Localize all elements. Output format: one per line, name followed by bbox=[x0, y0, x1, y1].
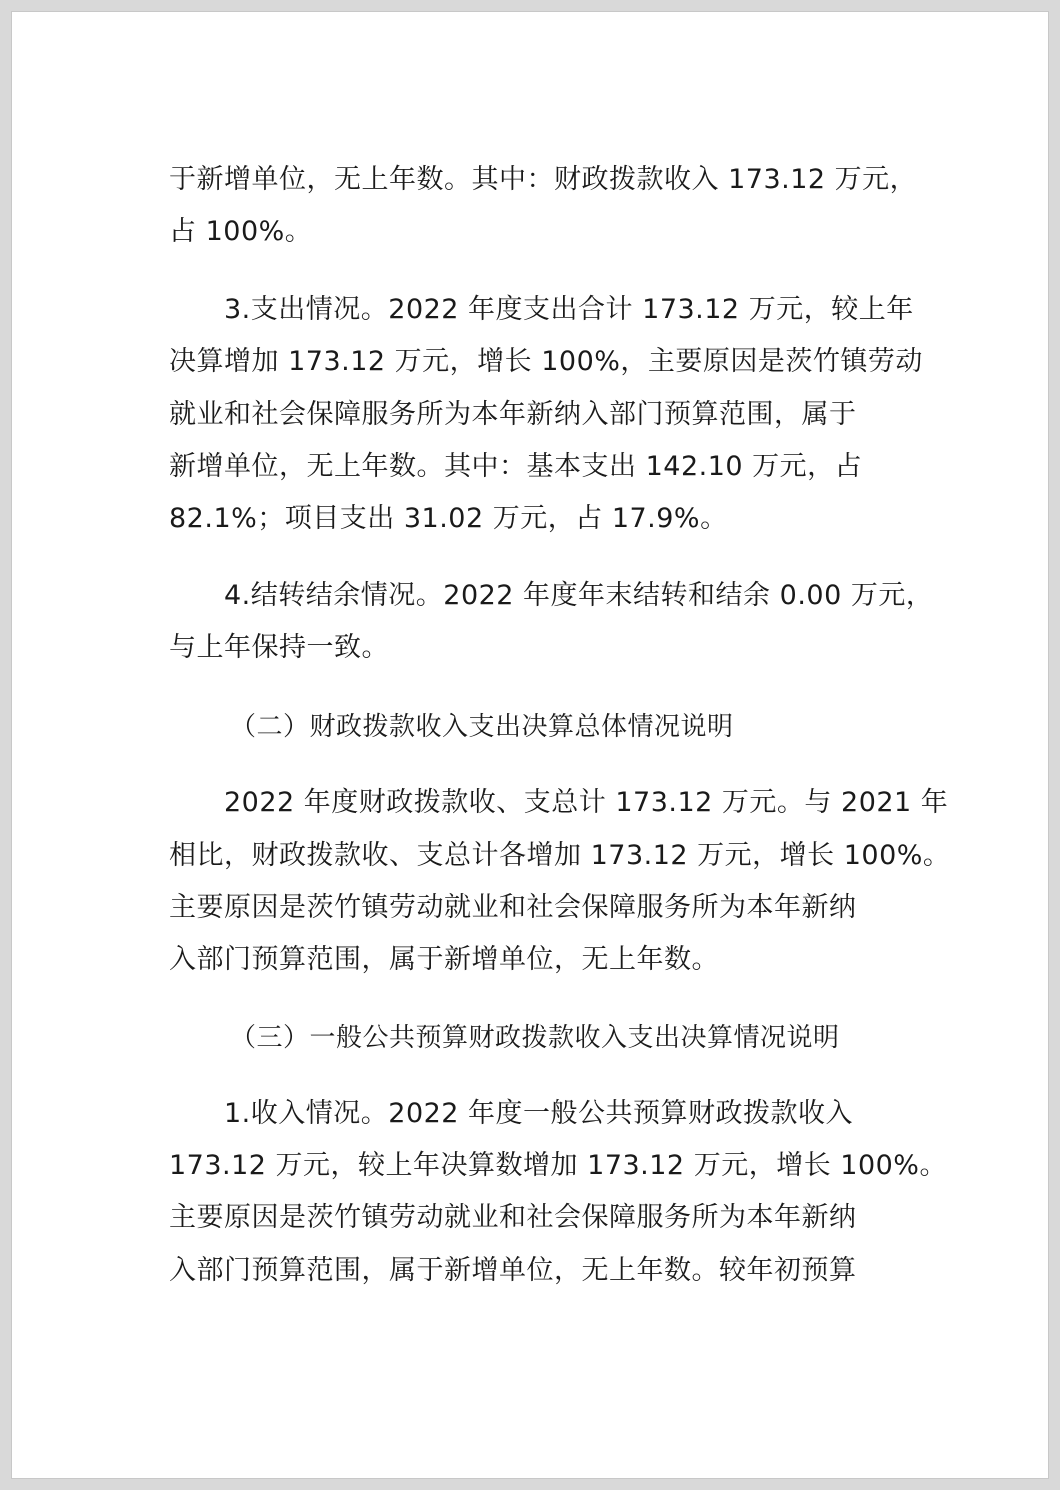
text-line: 与上年保持一致。 bbox=[169, 632, 389, 663]
text-line: 新增单位，无上年数。其中：基本支出 142.10 万元，占 bbox=[169, 451, 863, 482]
text-line: 占 100%。 bbox=[169, 216, 313, 247]
text-line: 主要原因是茨竹镇劳动就业和社会保障服务所为本年新纳 bbox=[169, 892, 857, 923]
section-heading-2: （二）财政拨款收入支出决算总体情况说明 bbox=[230, 712, 734, 742]
section-heading-3: （三）一般公共预算财政拨款收入支出决算情况说明 bbox=[230, 1023, 840, 1053]
text-line: 入部门预算范围，属于新增单位，无上年数。较年初预算 bbox=[169, 1255, 857, 1286]
text-line: 82.1%；项目支出 31.02 万元，占 17.9%。 bbox=[169, 503, 728, 534]
text-line: 决算增加 173.12 万元，增长 100%，主要原因是茨竹镇劳动 bbox=[169, 346, 923, 377]
text-line: 主要原因是茨竹镇劳动就业和社会保障服务所为本年新纳 bbox=[169, 1202, 857, 1233]
text-line: 相比，财政拨款收、支总计各增加 173.12 万元，增长 100%。 bbox=[169, 840, 951, 871]
paragraph-carryover: 4.结转结余情况。2022 年度年末结转和结余 0.00 万元， bbox=[224, 580, 934, 611]
paragraph-expenditure: 3.支出情况。2022 年度支出合计 173.12 万元，较上年 bbox=[224, 294, 914, 325]
paragraph-income: 1.收入情况。2022 年度一般公共预算财政拨款收入 bbox=[224, 1098, 854, 1129]
paragraph-total: 2022 年度财政拨款收、支总计 173.12 万元。与 2021 年 bbox=[224, 787, 949, 818]
text-line: 就业和社会保障服务所为本年新纳入部门预算范围，属于 bbox=[169, 399, 857, 430]
document-page bbox=[11, 11, 1049, 1479]
text-line: 173.12 万元，较上年决算数增加 173.12 万元，增长 100%。 bbox=[169, 1150, 947, 1181]
text-line: 入部门预算范围，属于新增单位，无上年数。 bbox=[169, 944, 719, 975]
text-line: 于新增单位，无上年数。其中：财政拨款收入 173.12 万元， bbox=[169, 164, 918, 195]
